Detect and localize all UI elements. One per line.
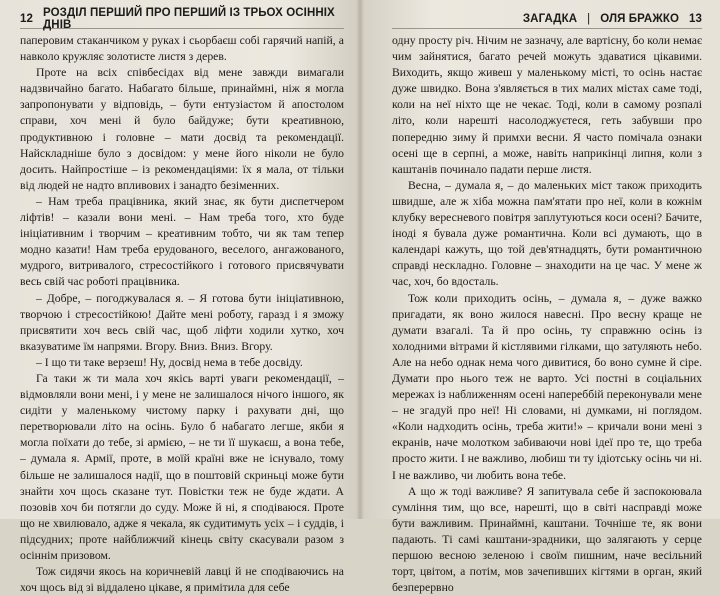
paragraph: одну просту річ. Нічим не зазначу, але вартісну, бо коли немає чим зайнятися, багато речей можуть здаватися цікавими. Виходить, якщо живеш у маленькому місті, то осінь настає дуже швидко. Вона з'являється в тих малих містах саме тоді, коли на неї ніхто ще не чекає. Тоді, коли в самому розпалі літо, коли нарешті насолоджуєтеся, геть забувши про попередню зиму й примхи весни. Я часто помічала ознаки осені ще в серпні, а може, навіть наприкінці липня, коли з каштанів починало падати перше листя. xyxy=(392,34,702,176)
left-running-head: РОЗДІЛ ПЕРШИЙ ПРО ПЕРШИЙ ІЗ ТРЬОХ ОСІННІХ ДНІВ xyxy=(43,7,335,31)
paragraph: – Добре, – погоджувалася я. – Я готова бути ініціативною, творчою і стресостійкою! Дайте мені роботу, гаразд і я зможу присвятити хоч весь свій час, щоб ліфти ходили хутко, хоч вказуватиме їм напрями. Вгору. Вниз. Вниз. Вгору. xyxy=(20,291,344,353)
right-page xyxy=(362,0,720,595)
paragraph: – Нам треба працівника, який знає, як бути диспетчером ліфтів! – казали вони мені. – Нам треба того, хто буде ініціативним і творчим – креативним тобто, чи як там тепер модно казати! Нам треба ерудованого, веселого, ангажованого, мудрого, витривалого, стресостійкого і готового присвячувати весь свій час роботі працівника. xyxy=(20,194,344,289)
header-separator: | xyxy=(587,13,591,25)
left-page-body xyxy=(20,33,344,596)
right-running-head-title: ЗАГАДКА xyxy=(522,13,578,25)
paragraph: Тож сидячи якось на коричневій лавці й не сподіваючись на хоч щось від зі віддалено цікаве, я примітила для себе xyxy=(20,565,344,595)
left-page-number: 12 xyxy=(20,13,33,25)
paragraph: – І що ти таке верзеш! Ну, досвід нема в тебе досвіду. xyxy=(36,355,303,369)
left-page xyxy=(0,0,358,595)
paragraph: А що ж тоді важливе? Я запитувала себе й заспокоювала сумління тим, що все, нарешті, що в світі насправді може бути важливим. Принаймні, каштани. Точніше те, як вони падають. Ті самі каштани-зрадники, що залягають у серце першою весною зеленою і своїм пишним, наче весільний торт, цвітом, а потім, мов зачепивших кігтями в орган, який безперервно xyxy=(392,484,702,595)
paragraph: Га таки ж ти мала хоч якісь варті уваги рекомендації, – відмовляли вони мені, і у мене не залишалося нічого іншого, як сидіти у маленькому чистому парку і рахувати дні, що перетворювали літо на осінь. Було б набагато легше, якби я могла поїхати до тебе, зі армією, – не ти її шукаєш, а вона тебе, – думала я. Армії, проте, в моїй країні вже не існувало, тому більше не залишалося надії, що в поштовій скриньці може бути знайти хоч щось сказане тут. Повістки теж не буде ждати. А позовів хоч би потягли до суду. Може й ні, я сподіваюся. Проте що не хвилювало, адже я чекала, як судитимуть усіх – і суддів, і підсудних; проте найближчий кінець світу скасували разом з осіннім призовом. xyxy=(20,371,344,562)
paragraph: Проте на всіх співбесідах від мене завжди вимагали надзвичайно багато. Набагато більше, принаймні, ніж я могла запропонувати у відповідь, – бути ентузіастом й апостолом справи, хоч мені й було байдуже; бути креативною, продуктивною і головне – мати досвід та рекомендації. Найскладніше було з досвідом: у мене його ніколи не було досить. Найпростіше – із рекомендаціями: їх я мала, от тільки від людей не надто впливових і занадто безіменних. xyxy=(20,66,344,192)
right-running-head-author: ОЛЯ БРАЖКО xyxy=(600,13,679,25)
paragraph: паперовим стаканчиком у руках і сьорбаєш собі гарячий напій, а навколо кружляє золотисте листя з дерев. xyxy=(20,34,344,64)
right-page-body xyxy=(392,33,702,596)
paragraph: Тож коли приходить осінь, – думала я, – дуже важко пригадати, як воно жилося навесні. Про весну краще не думати взагалі. Та й про осінь, ту справжню осінь із холодними вітрами й кістлявими гілками, що затуляють небо. Але на небо однак нема чого дивитися, бо воно сумне й сіре. Думати про нього теж не варто. Усі постні в соціальних мережах із наближенням осені напереббій переконували мене – не згадуй про неї! Ні словами, ні думками, ні поглядом. «Коли надходить осінь, треба жити!» – кричали вони мені з екранів, наче молотком забиваючи нові ідеї про те, що треба просто жити. І не важливо, любиш ти ту ідіотську осінь чи ні. І не важливо, чи любить вона тебе. xyxy=(392,291,702,482)
right-running-header xyxy=(392,10,702,29)
right-page-number: 13 xyxy=(689,13,702,25)
left-running-header xyxy=(20,7,344,31)
paragraph: Весна, – думала я, – до маленьких міст також приходить швидше, але ж хіба можна пам'ятати про неї, коли в кожнім клубку вересневого повітря заплутуються коси осені? Бачите, іноді я бувала дуже романтична. Коли всі думають, що в календарі кажуть, що той дев'ятнадцять, бути романтичною справді нескладно. Головне – знаходити на це час. У мене ж час, хоч, бо вдосталь. xyxy=(392,178,702,289)
